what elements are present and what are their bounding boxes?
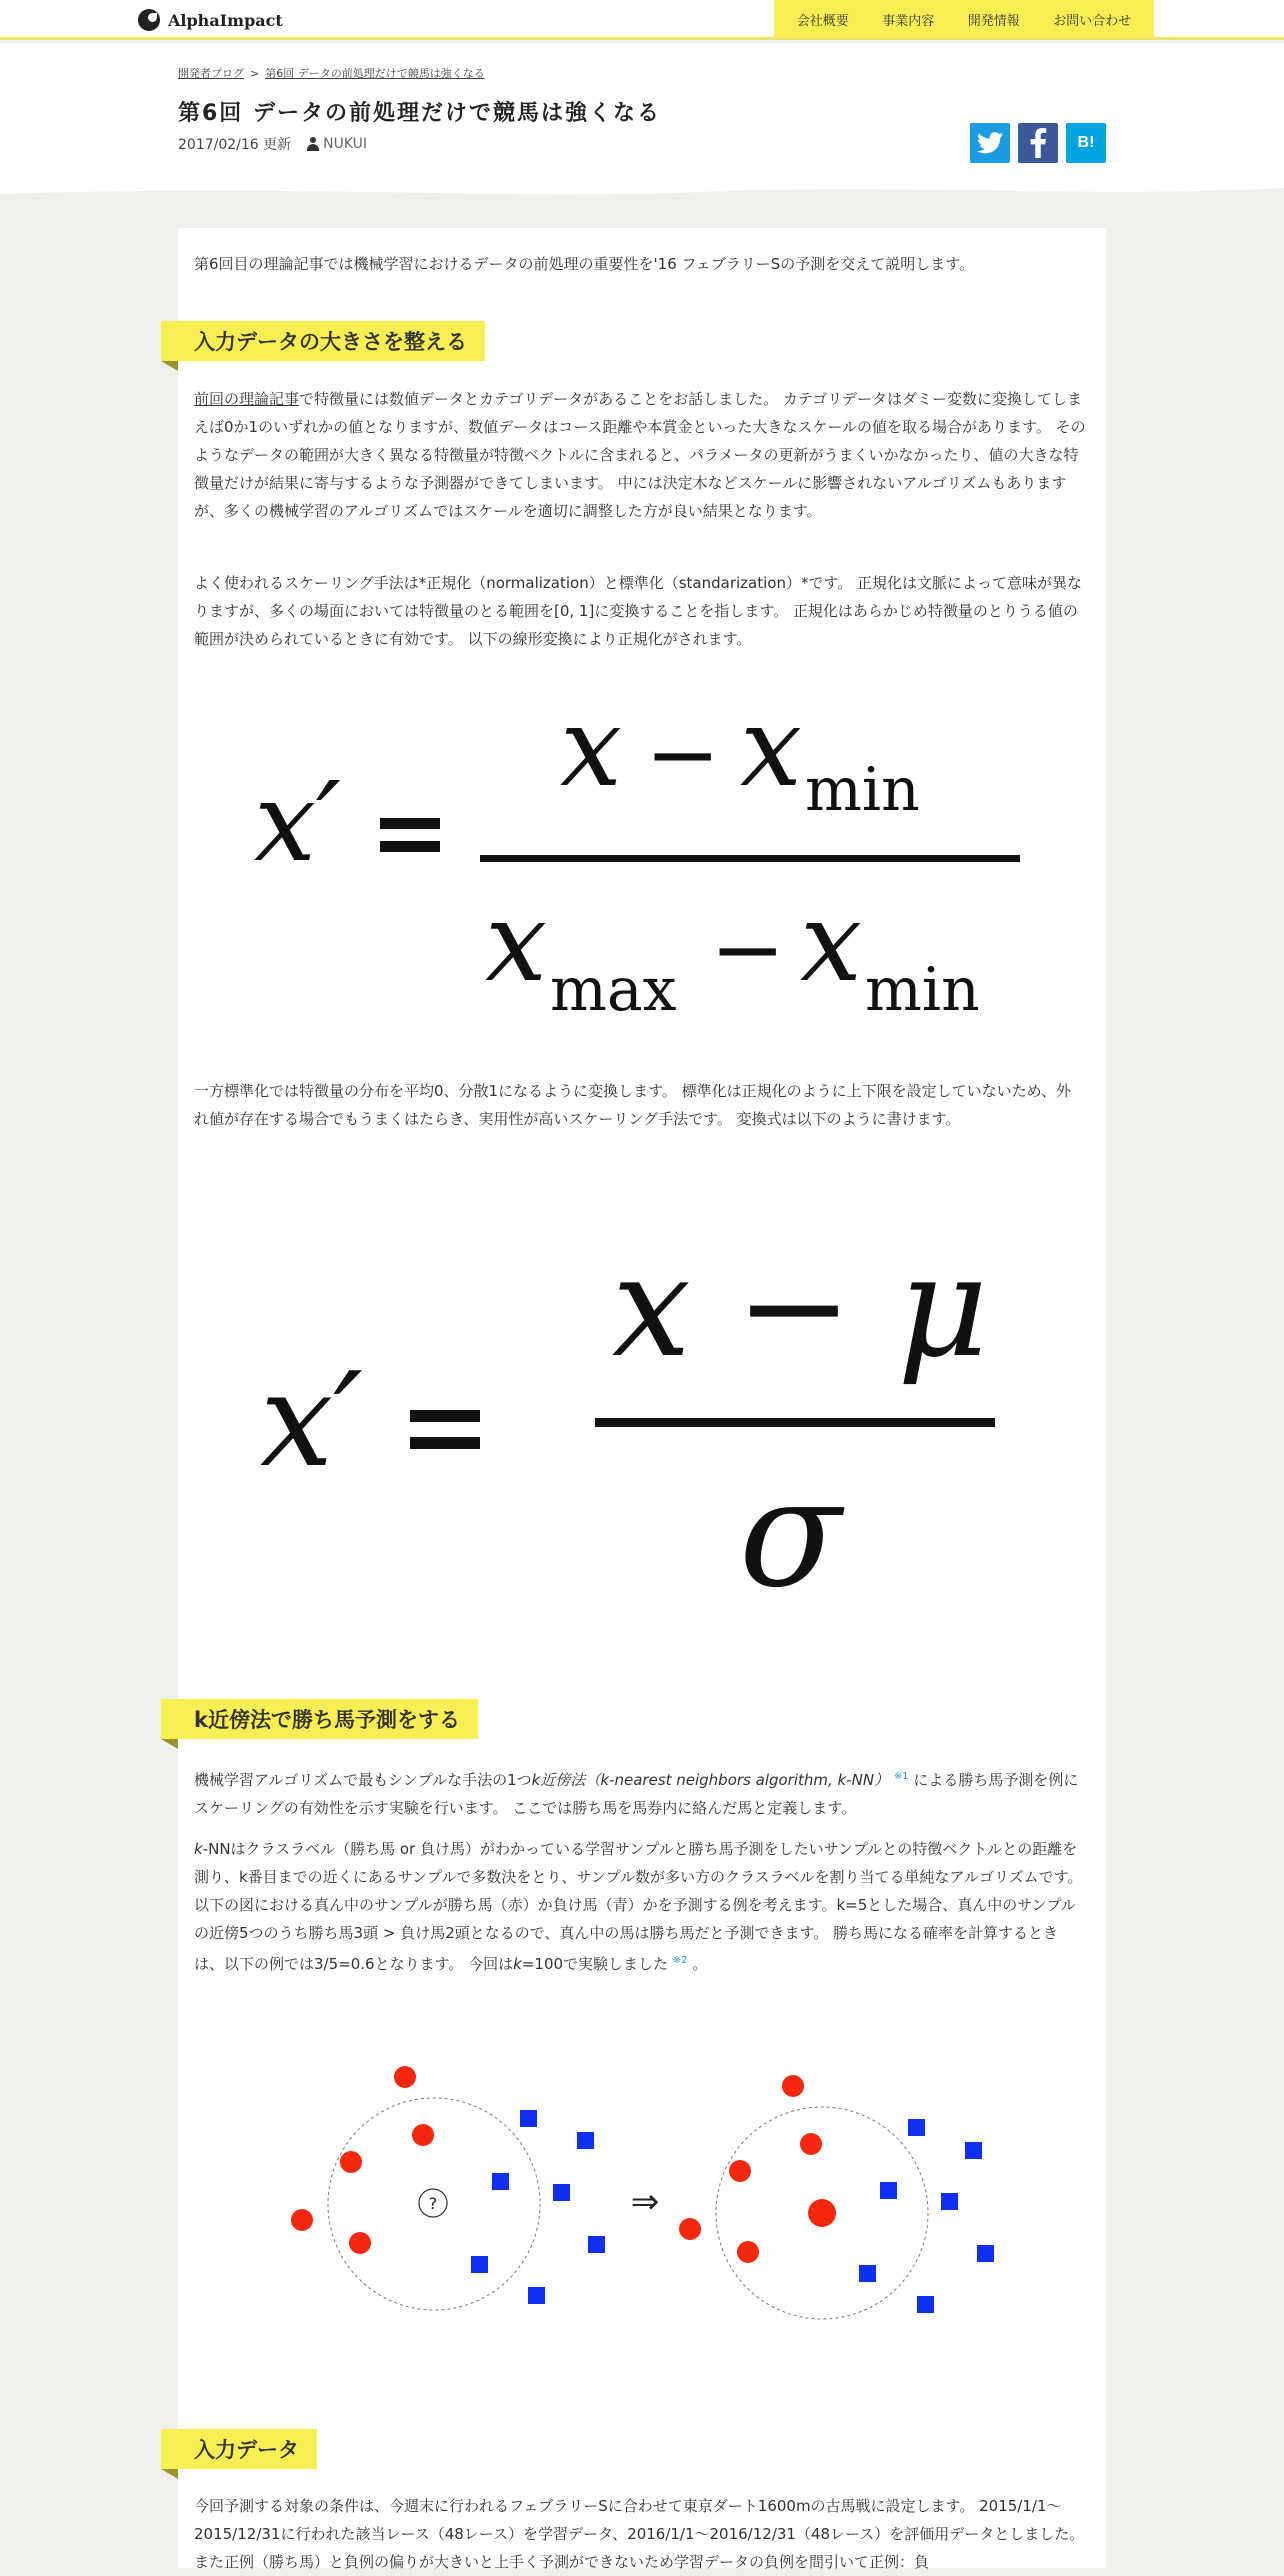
win-sample xyxy=(782,2075,804,2097)
lose-sample xyxy=(471,2256,488,2273)
header-divider xyxy=(0,180,1284,200)
formula1-num-xmin: x xyxy=(740,700,803,811)
lose-sample xyxy=(588,2236,605,2253)
previous-article-link[interactable]: 前回の理論記事 xyxy=(194,390,300,408)
lose-sample xyxy=(577,2132,594,2149)
lose-sample xyxy=(965,2142,982,2159)
formula1-lhs: x′ xyxy=(254,758,342,886)
author[interactable] xyxy=(307,136,367,152)
scaling-paragraph-1: 前回の理論記事で特徴量には数値データとカテゴリデータがあることをお話しました。 カテゴリデータはダミー変数に変換してしまえば0か1のいずれかの値となりますが、数値データはコース距離や本賞金といった大きなスケールの値を取る場合があります。 そのようなデータの範囲が大きく異なる特徴量が特徴ベクトルに含まれると、パラメータの更新がうまくいかなかったり、値の大きな特徴量だけが結果に寄与するような予測器ができてしまいます。 中には決定木などスケールに影響されないアルゴリズムもありますが、多くの機械学習のアルゴリズムではスケールを適切に調整した方が良い結果となります。 xyxy=(194,390,1086,520)
footnote-2-link[interactable]: ※2 xyxy=(672,1955,688,1966)
share-buttons xyxy=(970,123,1106,163)
formula1-den-sub2: min xyxy=(865,955,980,1025)
section-heading-input-data: 入力データ xyxy=(161,2429,317,2469)
lose-sample xyxy=(528,2287,545,2304)
top-bar xyxy=(0,0,1284,40)
page-title: 第6回 データの前処理だけで競馬は強くなる xyxy=(178,101,661,126)
lose-sample xyxy=(492,2173,509,2190)
formula2-numerator: x − μ xyxy=(611,1226,989,1389)
formula2-denominator: σ xyxy=(738,1447,842,1621)
scaling-paragraph-2: よく使われるスケーリング手法は*正規化（normalization）と標準化（standarization）*です。 正規化は文脈によって意味が異なりますが、多くの場面においては特徴量のとる範囲を[0, 1]に変換することを指します。 正規化はあらかじめ特徴量のとりうる値の範囲が決められているときに有効です。 以下の線形変換により正規化がされます。 xyxy=(194,574,1083,648)
section-heading-knn: k近傍法で勝ち馬予測をする xyxy=(161,1699,478,1739)
lose-sample xyxy=(859,2265,876,2282)
win-sample xyxy=(349,2232,371,2254)
formula1-den-sub1: max xyxy=(550,955,677,1025)
knn-diagram xyxy=(270,2050,1050,2350)
footnote-1-link[interactable]: ※1 xyxy=(893,1771,909,1782)
lose-sample xyxy=(553,2184,570,2201)
breadcrumb-current[interactable]: 第6回 データの前処理だけで競馬は強くなる xyxy=(265,67,485,80)
input-data-paragraph: 今回予測する対象の条件は、今週末に行われるフェブラリーSに合わせて東京ダート1600mの古馬戦に設定します。 2015/1/1〜2015/12/31に行われた該当レース（48レース）を学習データ、2016/1/1〜2016/12/31（48レース）を評価用データとしました。 また正例（勝ち馬）と負例の偏りが大きいと上手く予測ができないため学習データの負例を間引いて正例：負 xyxy=(194,2497,1085,2571)
author-name: NUKUI xyxy=(323,136,368,152)
query-sample-predicted xyxy=(808,2199,836,2227)
win-sample xyxy=(340,2151,362,2173)
formula1-num-x: x xyxy=(560,700,623,811)
formula1-den-xmin: x xyxy=(800,878,863,1006)
lose-sample xyxy=(941,2193,958,2210)
win-sample xyxy=(394,2066,416,2088)
win-sample xyxy=(679,2218,701,2240)
hatena-share-button[interactable]: B! xyxy=(1066,123,1106,163)
formula1-den-xmax: x xyxy=(485,878,548,1006)
intro-paragraph: 第6回目の理論記事では機械学習におけるデータの前処理の重要性を'16 フェブラリーSの予測を交えて説明します。 xyxy=(194,255,975,273)
article-meta xyxy=(178,134,367,154)
win-sample xyxy=(800,2133,822,2155)
breadcrumb-separator: > xyxy=(250,66,260,80)
breadcrumb xyxy=(178,65,485,81)
nav-business[interactable]: 事業内容 xyxy=(882,13,935,29)
knn-paragraph-1: 機械学習アルゴリズムで最もシンプルな手法の1つk近傍法（k-nearest neighbors algorithm, k-NN） $^{※1}$ による勝ち馬予測を例にスケーリングの有効性を示す実験を行います。 ここでは勝ち馬を馬券内に絡んだ馬と定義します。 xyxy=(194,1771,1079,1817)
logo[interactable] xyxy=(138,9,283,31)
main-nav xyxy=(774,0,1154,38)
breadcrumb-blog[interactable]: 開発者ブログ xyxy=(178,67,244,80)
facebook-icon xyxy=(1027,128,1049,158)
user-icon xyxy=(307,137,319,151)
logo-icon xyxy=(138,9,160,31)
nav-dev-info[interactable]: 開発情報 xyxy=(967,13,1020,29)
formula2-lhs: x′ xyxy=(260,1344,363,1496)
win-sample xyxy=(412,2124,434,2146)
formula1-den-op: − xyxy=(710,897,786,1002)
scaling-paragraph-3: 一方標準化では特徴量の分布を平均0、分散1になるように変換します。 標準化は正規化のように上下限を設定していないため、外れ値が存在する場合でもうまくはたらき、実用性が高いスケーリング手法です。 変換式は以下のように書けます。 xyxy=(194,1082,1072,1128)
formula1-num-sub: min xyxy=(805,755,920,825)
lose-sample xyxy=(880,2182,897,2199)
twitter-share-button[interactable] xyxy=(970,123,1010,163)
nav-contact[interactable]: お問い合わせ xyxy=(1053,13,1132,29)
win-sample xyxy=(737,2241,759,2263)
standardization-formula xyxy=(240,1200,1040,1640)
arrow-icon: ⇒ xyxy=(630,2182,660,2222)
normalization-formula xyxy=(240,700,1040,1050)
knn-paragraph-2: k-NNはクラスラベル（勝ち馬 or 負け馬）がわかっている学習サンプルと勝ち馬予測をしたいサンプルとの特徴ベクトルとの距離を測り、k番目までの近くにあるサンプルで多数決をとり、サンプル数が多い方のクラスラベルを割り当てる単純なアルゴリズムです。 以下の図における真ん中のサンプルが勝ち馬（赤）か負け馬（青）かを予測する例を考えます。k=5とした場合、真ん中のサンプルの近傍5つのうち勝ち馬3頭 > 負け馬2頭となるので、真ん中の馬は勝ち馬だと予測できます。 勝ち馬になる確率を計算するときは、以下の例では3/5=0.6となります。 今回はk=100で実験しました $^{※2}$ 。 xyxy=(194,1840,1083,1973)
logo-text: AlphaImpact xyxy=(168,10,283,30)
lose-sample xyxy=(520,2110,537,2127)
nav-company[interactable]: 会社概要 xyxy=(796,13,849,29)
lose-sample xyxy=(977,2245,994,2262)
win-sample xyxy=(729,2160,751,2182)
lose-sample xyxy=(917,2296,934,2313)
knn-term: k近傍法（k-nearest neighbors algorithm, k-NN） xyxy=(531,1771,890,1789)
section-heading-scaling: 入力データの大きさを整える xyxy=(161,321,485,361)
query-label: ? xyxy=(428,2194,438,2213)
formula1-num-op: − xyxy=(645,702,721,807)
win-sample xyxy=(291,2209,313,2231)
update-date: 2017/02/16 更新 xyxy=(178,137,292,153)
facebook-share-button[interactable] xyxy=(1018,123,1058,163)
lose-sample xyxy=(908,2119,925,2136)
twitter-icon xyxy=(977,132,1003,154)
